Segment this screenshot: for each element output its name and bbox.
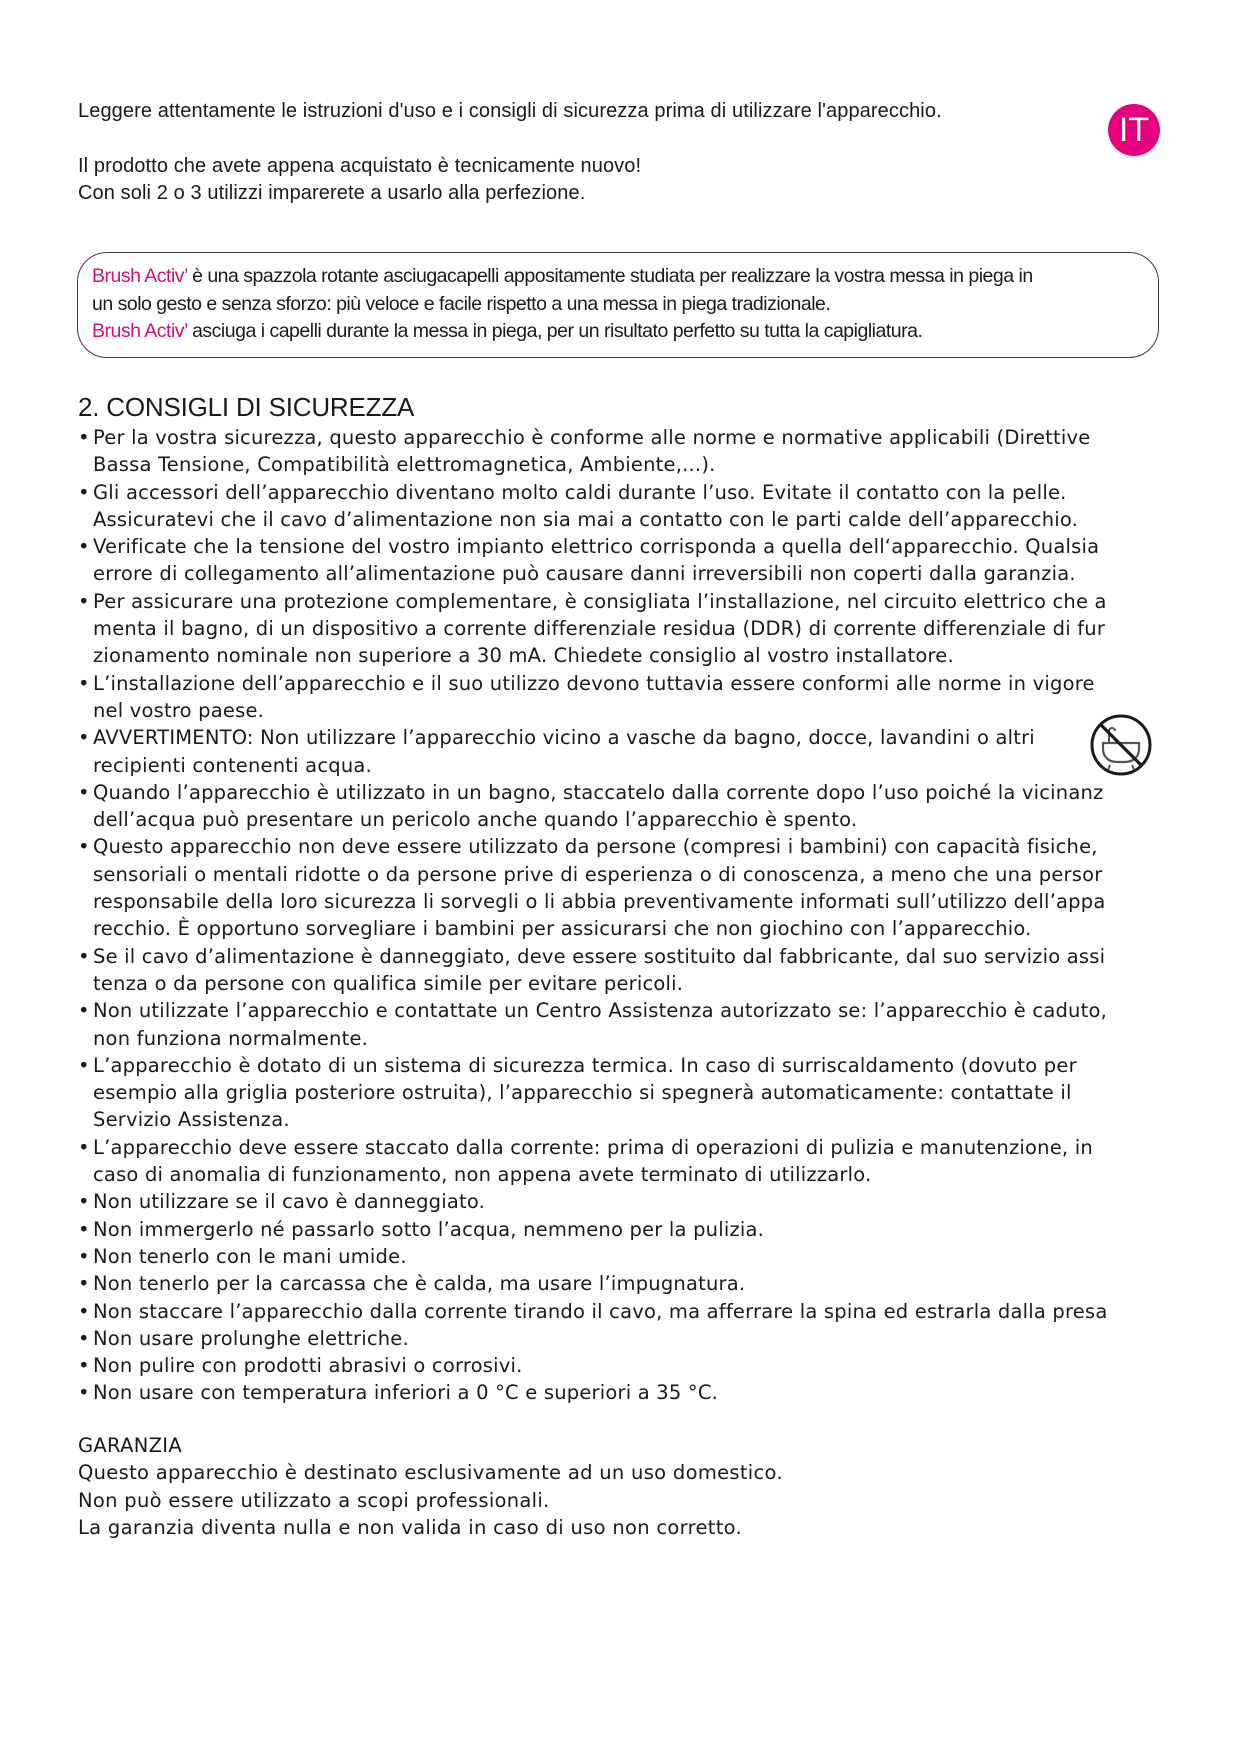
feature-line-2: un solo gesto e senza sforzo: più veloce e facile rispetto a una messa in piega tradizionale.	[92, 292, 831, 315]
language-badge: IT	[1108, 104, 1160, 156]
safety-item-line: Non tenerlo per la carcassa che è calda, ma usare l’impugnatura.	[93, 1272, 746, 1296]
safety-item	[78, 943, 1196, 998]
warranty-line: La garanzia diventa nulla e non valida in caso di uso non corretto.	[78, 1515, 743, 1539]
bullet-icon: •	[78, 480, 90, 504]
safety-item-line: Non usare con temperatura inferiori a 0 °C e superiori a 35 °C.	[93, 1381, 719, 1405]
safety-item-line: Bassa Tensione, Compatibilità elettromagnetica, Ambiente,...).	[93, 453, 716, 477]
feature-line-1: Brush Activ’ è una spazzola rotante asciugacapelli appositamente studiata per realizzare la vostra messa in piega in	[92, 265, 1033, 287]
safety-item-line: Per la vostra sicurezza, questo apparecchio è conforme alle norme e normative applicabili (Direttive	[93, 426, 1091, 449]
safety-item	[78, 424, 1196, 479]
feature-line-3: Brush Activ’ asciuga i capelli durante la messa in piega, per un risultato perfetto su tutta la capigliatura.	[92, 320, 923, 342]
safety-list	[78, 424, 1196, 1407]
safety-item-line: zionamento nominale non superiore a 30 mA. Chiedete consiglio al vostro installatore.	[93, 644, 954, 668]
safety-item-line: Non utilizzate l’apparecchio e contattate un Centro Assistenza autorizzato se: l’apparecchio è caduto,	[93, 999, 1107, 1023]
warranty-section	[78, 1432, 783, 1541]
bullet-icon: •	[78, 1053, 90, 1077]
bullet-icon: •	[78, 1190, 90, 1214]
brand-name: Brush Activ’	[92, 320, 188, 342]
safety-item-line: menta il bagno, di un dispositivo a corrente differenziale residua (DDR) di corrente differenziale di fur	[93, 617, 1106, 641]
bullet-icon: •	[78, 426, 90, 449]
safety-item-line: Verificate che la tensione del vostro impianto elettrico corrisponda a quella dell‘apparecchio. Qualsia	[93, 535, 1100, 559]
safety-item-line: errore di collegamento all’alimentazione può causare danni irreversibili non coperti dalla garanzia.	[93, 562, 1076, 586]
safety-item-line: Questo apparecchio non deve essere utilizzato da persone (compresi i bambini) con capacità fisiche,	[93, 835, 1098, 859]
safety-item	[78, 1188, 1196, 1215]
safety-item-line: Servizio Assistenza.	[93, 1108, 290, 1132]
bullet-icon: •	[78, 535, 90, 559]
safety-item-line: Se il cavo d’alimentazione è danneggiato, deve essere sostituito dal fabbricante, dal suo servizio assi	[93, 944, 1106, 968]
safety-item	[78, 588, 1196, 670]
safety-item	[78, 670, 1196, 725]
safety-item-line: recipienti contenenti acqua.	[93, 753, 372, 777]
bullet-icon: •	[78, 780, 90, 804]
safety-item-line: Gli accessori dell’apparecchio diventano molto caldi durante l’uso. Evitate il contatto con la pelle.	[93, 480, 1067, 504]
safety-section-title: 2. CONSIGLI DI SICUREZZA	[78, 392, 415, 422]
safety-item-line: L’installazione dell’apparecchio e il suo utilizzo devono tuttavia essere conformi alle norme in vigore	[93, 671, 1095, 695]
no-bath-water-icon	[1089, 713, 1153, 777]
bullet-icon: •	[78, 726, 90, 750]
warranty-title: GARANZIA	[78, 1434, 182, 1457]
safety-item-line: recchio. È opportuno sorvegliare i bambini per assicurarsi che non giochino con l’apparecchio.	[93, 917, 1032, 941]
safety-item-line: AVVERTIMENTO: Non utilizzare l’apparecchio vicino a vasche da bagno, docce, lavandini o altri	[93, 726, 1035, 750]
instructions-notice: Leggere attentamente le istruzioni d'uso e i consigli di sicurezza prima di utilizzare l'apparecchio.	[78, 100, 942, 122]
new-product-note: Il prodotto che avete appena acquistato è tecnicamente nuovo!	[78, 155, 642, 177]
safety-item	[78, 779, 1196, 834]
safety-item-line: non funziona normalmente.	[93, 1026, 369, 1050]
safety-item-line: caso di anomalia di funzionamento, non appena avete terminato di utilizzarlo.	[93, 1163, 872, 1187]
bullet-icon: •	[78, 1326, 90, 1350]
usage-tip: Con soli 2 o 3 utilizzi imparerete a usarlo alla perfezione.	[78, 182, 586, 204]
safety-item	[78, 724, 1196, 779]
bullet-icon: •	[78, 671, 90, 695]
safety-item	[78, 1298, 1196, 1325]
safety-item-line: Assicuratevi che il cavo d’alimentazione non sia mai a contatto con le parti calde dell’apparecchio.	[93, 507, 1079, 531]
safety-item-line: Per assicurare una protezione complementare, è consigliata l’installazione, nel circuito elettrico che a	[93, 589, 1107, 613]
safety-item	[78, 1243, 1196, 1270]
bullet-icon: •	[78, 1299, 90, 1323]
safety-item-line: Non pulire con prodotti abrasivi o corrosivi.	[93, 1354, 523, 1378]
safety-item-line: esempio alla griglia posteriore ostruita), l’apparecchio si spegnerà automaticamente: contattate il	[93, 1081, 1072, 1105]
safety-item-line: nel vostro paese.	[93, 698, 265, 722]
safety-item-line: Non staccare l’apparecchio dalla corrente tirando il cavo, ma afferrare la spina ed estrarla dalla presa	[93, 1299, 1108, 1323]
bullet-icon: •	[78, 1272, 90, 1296]
safety-item-line: tenza o da persone con qualifica simile per evitare pericoli.	[93, 971, 684, 995]
safety-item-line: Non tenerlo con le mani umide.	[93, 1244, 407, 1268]
bullet-icon: •	[78, 1244, 90, 1268]
safety-item-line: sensoriali o mentali ridotte o da persone prive di esperienza o di conoscenza, a meno che una persor	[93, 862, 1103, 886]
bullet-icon: •	[78, 1135, 90, 1159]
safety-item-line: Non immergerlo né passarlo sotto l’acqua, nemmeno per la pulizia.	[93, 1217, 765, 1241]
bullet-icon: •	[78, 1381, 90, 1405]
warranty-line: Questo apparecchio è destinato esclusivamente ad un uso domestico.	[78, 1461, 783, 1485]
safety-item-line: Non usare prolunghe elettriche.	[93, 1326, 409, 1350]
safety-item-line: responsabile della loro sicurezza li sorvegli o li abbia preventivamente informati sull’utilizzo dell’appa	[93, 890, 1106, 914]
brand-name: Brush Activ’	[92, 265, 188, 287]
safety-item	[78, 1270, 1196, 1297]
safety-item	[78, 1352, 1196, 1379]
bullet-icon: •	[78, 999, 90, 1023]
safety-item-line: L’apparecchio deve essere staccato dalla corrente: prima di operazioni di pulizia e manutenzione, in	[93, 1135, 1093, 1159]
bullet-icon: •	[78, 589, 90, 613]
safety-item	[78, 1216, 1196, 1243]
safety-item	[78, 533, 1196, 588]
bullet-icon: •	[78, 1217, 90, 1241]
safety-item	[78, 997, 1196, 1052]
safety-item	[78, 479, 1196, 534]
bullet-icon: •	[78, 835, 90, 859]
safety-item-line: Non utilizzare se il cavo è danneggiato.	[93, 1190, 486, 1214]
safety-item	[78, 1134, 1196, 1189]
safety-item	[78, 833, 1196, 942]
safety-item	[78, 1325, 1196, 1352]
safety-item-line: Quando l’apparecchio è utilizzato in un bagno, staccatelo dalla corrente dopo l’uso poiché la vicinanz	[93, 780, 1104, 804]
bullet-icon: •	[78, 1354, 90, 1378]
safety-item-line: dell’acqua può presentare un pericolo anche quando l’apparecchio è spento.	[93, 808, 858, 832]
safety-item	[78, 1052, 1196, 1134]
safety-item-line: L’apparecchio è dotato di un sistema di sicurezza termica. In caso di surriscaldamento (dovuto per	[93, 1053, 1077, 1077]
bullet-icon: •	[78, 944, 90, 968]
warranty-line: Non può essere utilizzato a scopi professionali.	[78, 1488, 550, 1512]
safety-item	[78, 1379, 1196, 1406]
